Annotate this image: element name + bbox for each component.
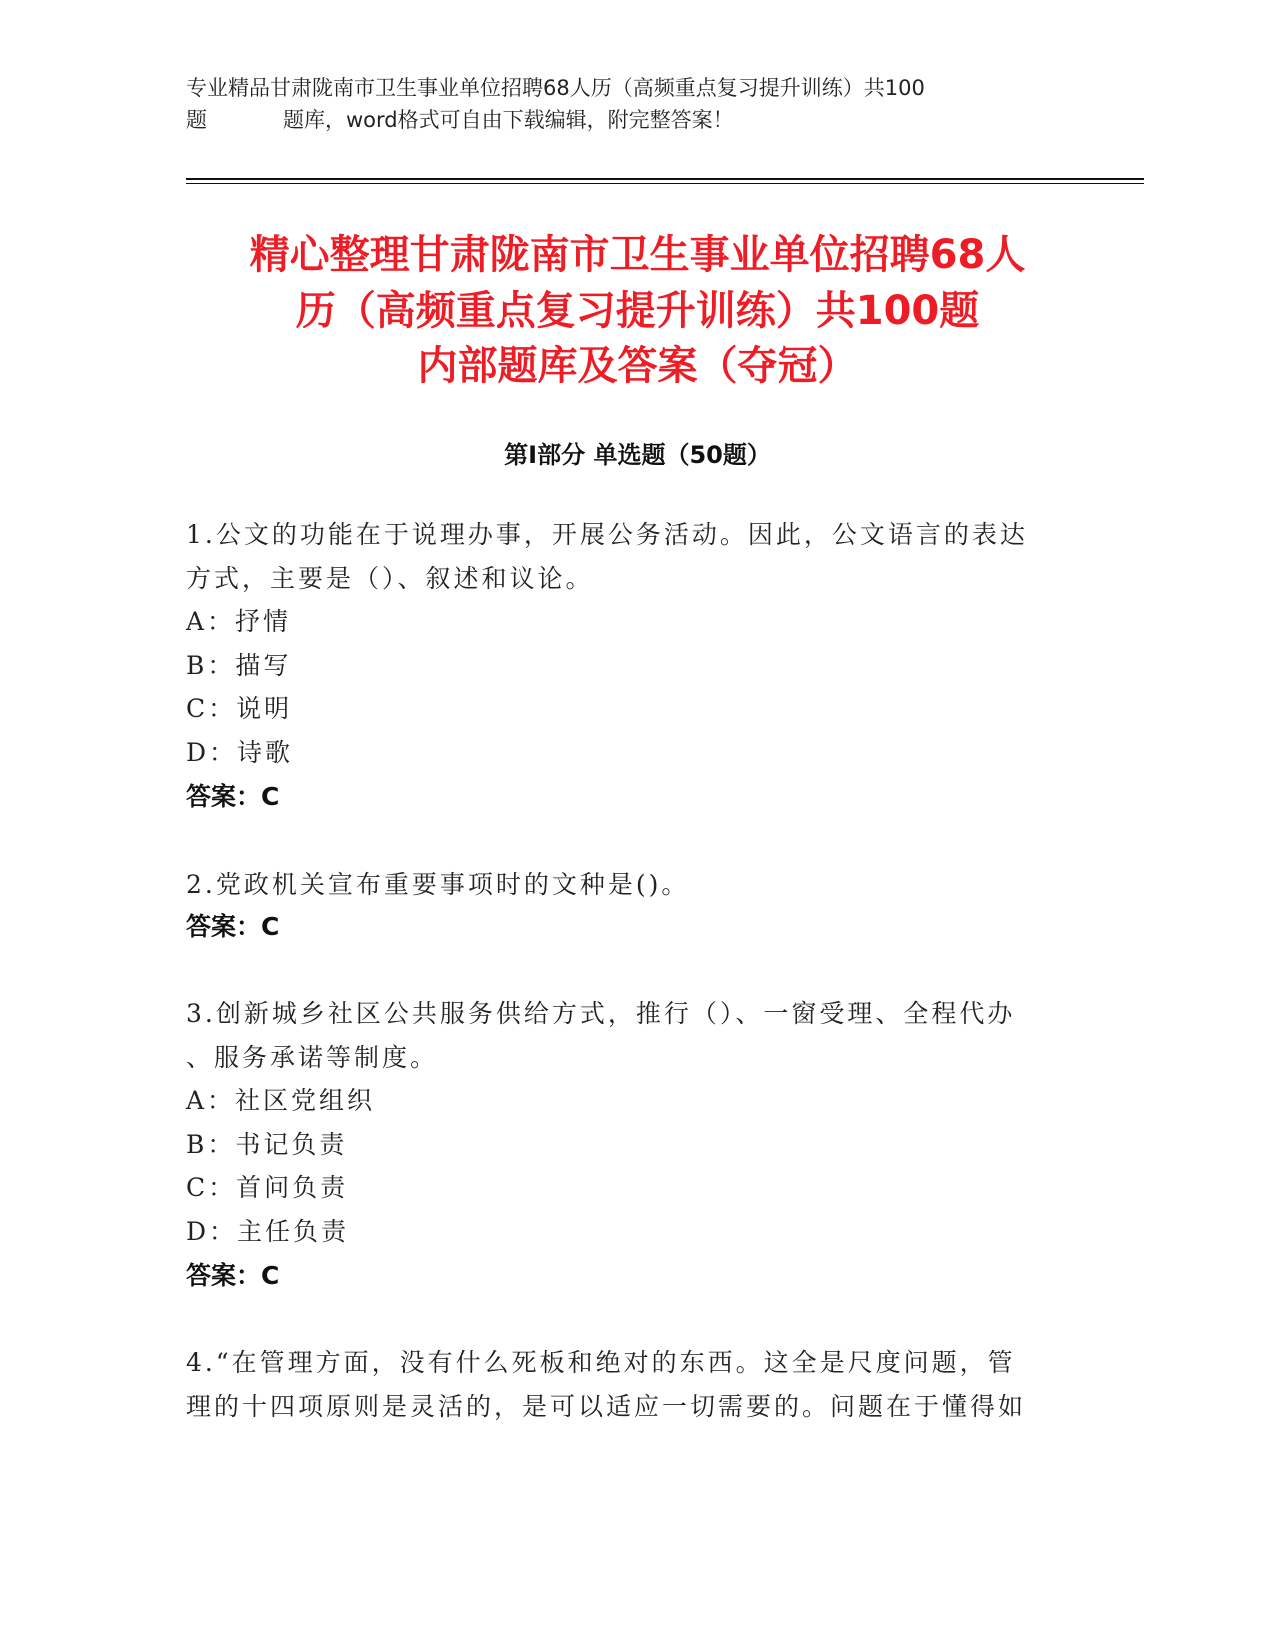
question-2-stem-line-1: 2.党政机关宣布重要事项时的文种是()。 [186, 870, 690, 899]
header-line-2 [186, 104, 1086, 137]
header-line-2-rest: 题库，word格式可自由下载编辑，附完整答案！ [283, 108, 734, 132]
section-heading: 第Ⅰ部分 单选题（50题） [504, 441, 771, 469]
question-3-option-d: D：主任负责 [186, 1217, 350, 1246]
question-3-stem-line-2: 、服务承诺等制度。 [186, 1043, 439, 1072]
question-1-option-d: D：诗歌 [186, 738, 294, 767]
question-1-option-a: A：抒情 [186, 607, 292, 636]
question-4-stem-line-1: 4.“在管理方面，没有什么死板和绝对的东西。这全是尺度问题，管 [186, 1348, 1016, 1377]
question-1-option-b: B：描写 [186, 651, 292, 680]
question-3-answer: 答案：C [186, 1261, 280, 1290]
document-title-line-1: 精心整理甘肃陇南市卫生事业单位招聘68人 [249, 232, 1026, 278]
question-3-option-c: C：首问负责 [186, 1173, 349, 1202]
question-1-answer: 答案：C [186, 782, 280, 811]
question-3-stem-line-1: 3.创新城乡社区公共服务供给方式，推行（）、一窗受理、全程代办 [186, 999, 1016, 1028]
header-line-1: 专业精品甘肃陇南市卫生事业单位招聘68人历（高频重点复习提升训练）共100 [186, 76, 925, 100]
header-rule-thick [186, 178, 1144, 180]
question-2-answer: 答案：C [186, 912, 280, 941]
header-line-2-start: 题 [186, 108, 207, 132]
question-1-option-c: C：说明 [186, 694, 293, 723]
document-title-line-3: 内部题库及答案（夺冠） [417, 343, 858, 389]
header-rule-thin [186, 183, 1144, 184]
question-1-stem-line-2: 方式，主要是（）、叙述和议论。 [186, 564, 594, 593]
question-3-option-a: A：社区党组织 [186, 1086, 376, 1115]
document-title-line-2: 历（高频重点复习提升训练）共100题 [295, 288, 980, 334]
question-4-stem-line-2: 理的十四项原则是灵活的，是可以适应一切需要的。问题在于懂得如 [186, 1392, 1027, 1421]
question-3-option-b: B：书记负责 [186, 1130, 348, 1159]
question-1-stem-line-1: 1.公文的功能在于说理办事，开展公务活动。因此，公文语言的表达 [186, 520, 1028, 549]
